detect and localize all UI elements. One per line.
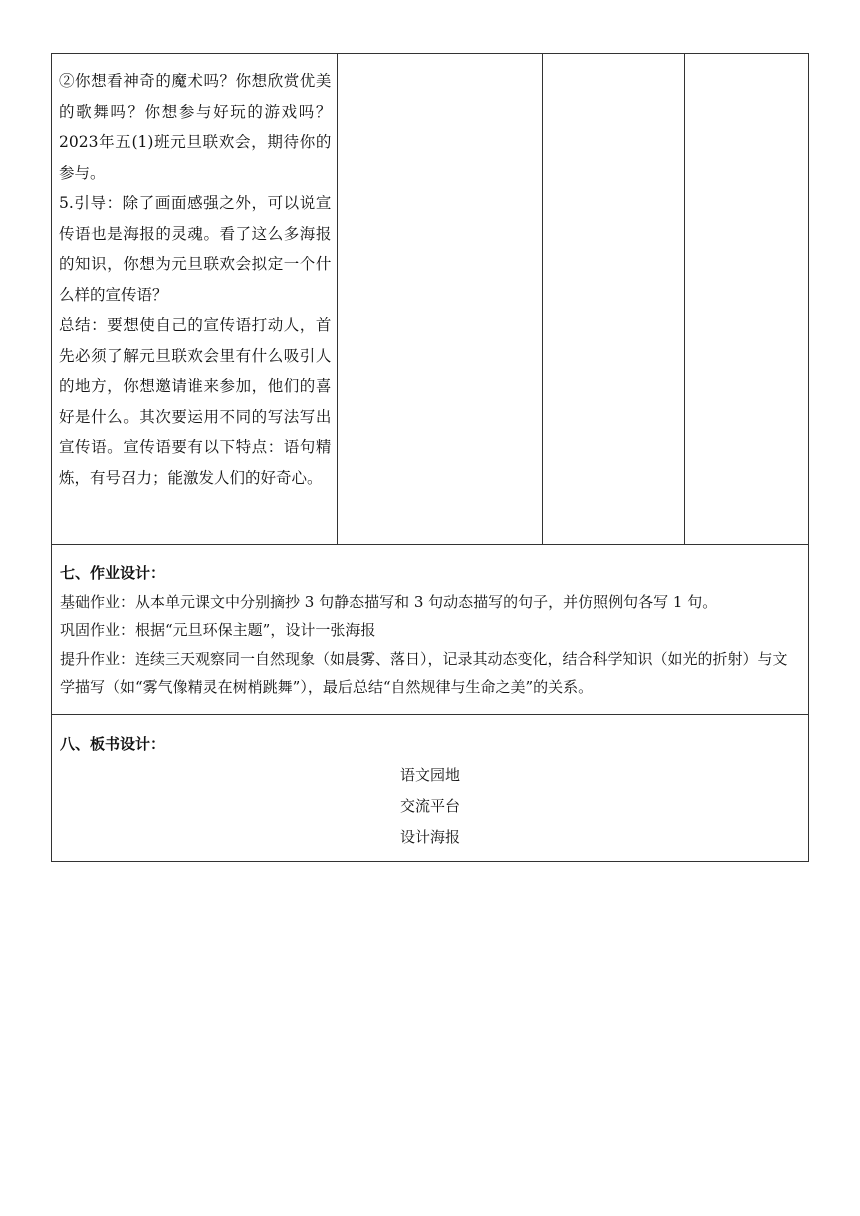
homework-section-title: 七、作业设计： <box>60 564 166 582</box>
board-section-title: 八、板书设计： <box>60 734 166 753</box>
board-line-1: 语文园地 <box>399 765 460 784</box>
activity-row <box>52 54 809 545</box>
document-page <box>51 53 809 862</box>
activity-paragraph-summary: 总结：要想使自己的宣传语打动人，首先必须了解元旦联欢会里有什么吸引人的地方，你想邀请谁来参加，他们的喜好是什么。其次要运用不同的写法写出宣传语。宣传语要有以下特点：语句精炼，有号召力；能激发人们的好奇心。 <box>59 316 332 487</box>
lesson-plan-table <box>51 53 809 862</box>
homework-design-cell <box>52 545 809 715</box>
board-line-2: 交流平台 <box>399 796 460 815</box>
design-intent-cell <box>542 54 684 545</box>
board-row <box>52 714 809 861</box>
homework-advanced: 提升作业：连续三天观察同一自然现象（如晨雾、落日），记录其动态变化，结合科学知识（如光的折射）与文学描写（如“雾气像精灵在树梢跳舞”），最后总结“自然规律与生命之美”的关系。 <box>60 649 788 696</box>
board-design-cell <box>52 714 809 861</box>
homework-basic: 基础作业：从本单元课文中分别摘抄 3 句静态描写和 3 句动态描写的句子，并仿照例句各写 1 句。 <box>60 592 718 611</box>
teaching-activity-cell <box>52 54 338 545</box>
activity-paragraph-guidance: 5.引导：除了画面感强之外，可以说宣传语也是海报的灵魂。看了这么多海报的知识，你想为元旦联欢会拟定一个什么样的宣传语？ <box>59 194 332 304</box>
board-line-3: 设计海报 <box>399 827 460 846</box>
student-activity-cell <box>338 54 542 545</box>
activity-paragraph-invitation: ②你想看神奇的魔术吗？你想欣赏优美的歌舞吗？你想参与好玩的游戏吗？2023年五(1)班元旦联欢会，期待你的参与。 <box>59 72 332 182</box>
homework-row <box>52 545 809 715</box>
notes-cell <box>684 54 808 545</box>
homework-consolidate: 巩固作业：根据“元旦环保主题”，设计一张海报 <box>60 621 376 639</box>
